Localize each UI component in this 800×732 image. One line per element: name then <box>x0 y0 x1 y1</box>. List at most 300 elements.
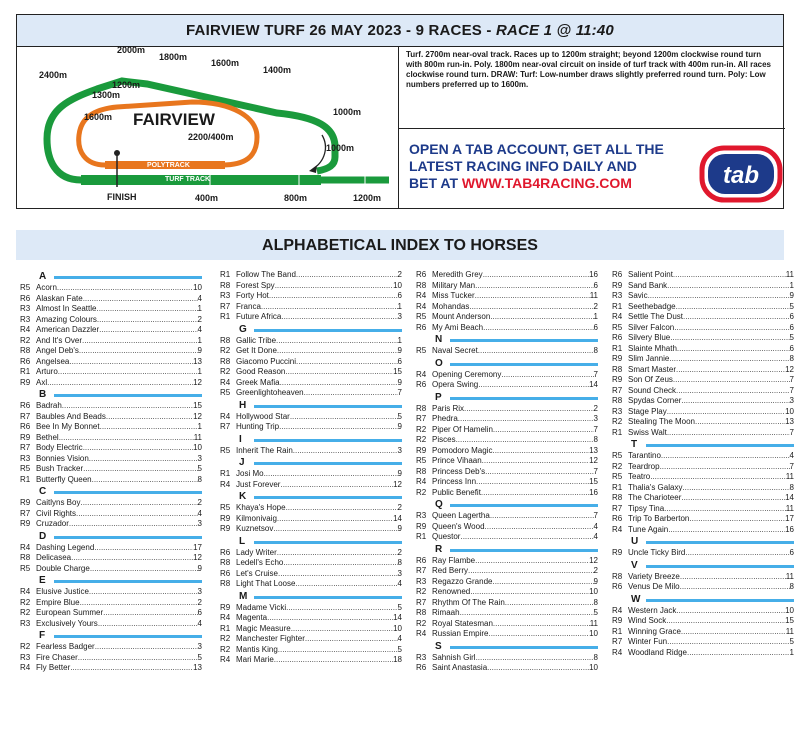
horse-entry <box>612 572 794 583</box>
leader-dots <box>485 467 593 478</box>
label-1800m: 1800m <box>159 52 188 62</box>
leader-dots <box>273 524 397 535</box>
horse-entry <box>612 365 794 376</box>
horse-entry <box>20 412 202 423</box>
race-number: R9 <box>220 602 231 612</box>
horse-entry <box>612 462 794 473</box>
horse-entry <box>220 524 402 535</box>
race-number: R3 <box>416 652 427 662</box>
horse-name: Fearless Badger <box>36 642 95 651</box>
horse-entry <box>612 504 794 515</box>
horse-entry <box>220 367 402 378</box>
horse-entry <box>416 291 598 302</box>
leader-dots <box>305 634 398 645</box>
race-number: R9 <box>612 280 623 290</box>
ad-bet-at: BET AT <box>409 175 462 191</box>
horse-name: Inherit The Rain <box>236 445 293 455</box>
horse-name: Sand Bank <box>628 280 668 290</box>
leader-dots <box>673 270 786 281</box>
leader-dots <box>460 608 594 619</box>
leader-dots <box>485 522 594 533</box>
horse-name: Acorn <box>36 283 57 292</box>
letter-bar <box>450 549 598 552</box>
horse-entry <box>220 291 402 302</box>
saddle-number: 7 <box>397 388 402 397</box>
horse-name: Stealing The Moon <box>628 417 696 426</box>
saddle-number: 10 <box>785 406 794 416</box>
race-number: R9 <box>220 513 231 523</box>
race-number: R1 <box>220 270 231 279</box>
horse-name: Greenlightoheaven <box>236 388 304 397</box>
letter-label: A <box>39 271 47 282</box>
race-number: R1 <box>612 626 623 636</box>
saddle-number: 17 <box>785 514 794 523</box>
horse-name: Elusive Justice <box>36 587 89 596</box>
race-number: R4 <box>612 312 623 321</box>
horse-entry <box>416 312 598 323</box>
saddle-number: 3 <box>197 587 202 596</box>
horse-name: Swiss Walt <box>628 427 667 437</box>
horse-entry <box>612 472 794 483</box>
letter-label: O <box>435 357 443 369</box>
race-number: R2 <box>612 417 623 426</box>
horse-entry <box>416 566 598 577</box>
letter-label: P <box>435 391 442 403</box>
letter-label: C <box>39 486 47 497</box>
horse-entry <box>20 454 202 465</box>
saddle-number: 5 <box>397 644 402 654</box>
race-number: R6 <box>416 555 427 565</box>
leader-dots <box>92 475 198 486</box>
meeting-title: FAIRVIEW TURF 26 MAY 2023 - 9 RACES - <box>186 22 496 39</box>
leader-dots <box>460 532 593 543</box>
saddle-number: 17 <box>193 542 202 552</box>
horse-entry <box>220 346 402 357</box>
horse-name: Axl <box>36 377 48 387</box>
race-number: R8 <box>220 579 231 588</box>
saddle-number: 4 <box>593 521 598 531</box>
saddle-number: 1 <box>197 367 202 376</box>
saddle-number: 10 <box>589 629 598 638</box>
leader-dots <box>668 525 785 536</box>
horse-entry <box>20 498 202 509</box>
saddle-number: 11 <box>193 432 202 442</box>
race-number: R3 <box>612 406 623 416</box>
race-number: R8 <box>612 396 623 405</box>
saddle-number: 2 <box>197 597 202 607</box>
leader-dots <box>490 511 594 522</box>
saddle-number: 15 <box>589 477 598 486</box>
horse-name: Prince Vihaan <box>432 456 482 465</box>
horse-entry <box>612 281 794 292</box>
horse-name: Bonnies Vision <box>36 453 89 463</box>
race-header-box <box>16 14 784 209</box>
horse-entry <box>612 375 794 386</box>
leader-dots <box>78 653 198 664</box>
leader-dots <box>70 663 193 674</box>
horse-name: Good Reason <box>236 367 286 376</box>
horse-entry <box>20 294 202 305</box>
label-2200-400m: 2200/400m <box>188 132 234 142</box>
saddle-number: 10 <box>393 280 402 290</box>
letter-label: U <box>631 536 639 547</box>
race-number: R8 <box>416 608 427 617</box>
horse-entry <box>416 404 598 415</box>
saddle-number: 11 <box>589 618 598 628</box>
saddle-number: 1 <box>397 301 402 311</box>
letter-header-k <box>220 491 402 503</box>
horse-name: Baubles And Beads <box>36 411 106 421</box>
horse-entry <box>416 587 598 598</box>
saddle-number: 4 <box>197 508 202 518</box>
leader-dots <box>69 357 193 368</box>
leader-dots <box>501 370 593 381</box>
leader-dots <box>57 283 193 294</box>
race-number: R2 <box>20 642 31 651</box>
horse-entry <box>612 648 794 659</box>
leader-dots <box>280 378 398 389</box>
horse-name: Opera Swing <box>432 380 479 389</box>
leader-dots <box>277 548 398 559</box>
horse-name: Teatro <box>628 472 651 481</box>
race-number: R9 <box>20 377 31 387</box>
leader-dots <box>677 344 790 355</box>
race-number: R2 <box>416 487 427 497</box>
leader-dots <box>458 414 594 425</box>
horse-name: Ray Flambe <box>432 555 476 565</box>
saddle-number: 18 <box>393 655 402 664</box>
letter-bar <box>450 646 598 649</box>
leader-dots <box>667 407 785 418</box>
saddle-number: 3 <box>197 642 202 651</box>
saddle-number: 3 <box>197 519 202 528</box>
horse-entry <box>220 634 402 645</box>
leader-dots <box>100 422 198 433</box>
letter-bar <box>54 491 202 494</box>
saddle-number: 11 <box>785 472 794 481</box>
horse-entry <box>220 503 402 514</box>
race-number: R9 <box>612 354 623 363</box>
horse-name: Mantis King <box>236 644 278 654</box>
race-number: R2 <box>220 346 231 355</box>
leader-dots <box>667 281 789 292</box>
leader-dots <box>278 645 398 656</box>
race-number: R1 <box>20 367 31 376</box>
leader-dots <box>274 655 393 666</box>
leader-dots <box>682 483 789 494</box>
leader-dots <box>83 464 197 475</box>
horse-name: Light That Loose <box>236 579 296 588</box>
race-number: R4 <box>612 605 623 615</box>
label-1600m-inner: 1600m <box>84 112 113 122</box>
saddle-number: 11 <box>785 270 794 279</box>
letter-label: L <box>239 535 246 547</box>
leader-dots <box>661 451 790 462</box>
letter-bar <box>254 541 402 544</box>
saddle-number: 16 <box>589 487 598 497</box>
race-number: R1 <box>612 427 623 437</box>
race-number: R6 <box>20 356 31 366</box>
horse-name: Winning Grace <box>628 626 681 636</box>
horse-entry <box>612 333 794 344</box>
horse-entry <box>416 302 598 313</box>
letter-label: J <box>239 457 245 468</box>
saddle-number: 9 <box>593 576 598 586</box>
saddle-number: 7 <box>789 375 794 384</box>
leader-dots <box>83 443 193 454</box>
horse-entry <box>220 446 402 457</box>
saddle-number: 11 <box>785 626 794 636</box>
horse-name: Manchester Fighter <box>236 634 305 643</box>
race-number: R1 <box>220 312 231 321</box>
label-1000m-right: 1000m <box>333 107 362 117</box>
leader-dots <box>469 302 593 313</box>
horse-entry <box>612 417 794 428</box>
leader-dots <box>76 509 198 520</box>
horse-name: Smart Master <box>628 364 677 374</box>
horse-name: Queen's Wood <box>432 521 485 531</box>
horse-name: Thalia's Galaxy <box>628 482 683 492</box>
letter-header-t <box>612 439 794 451</box>
saddle-number: 4 <box>197 293 202 303</box>
race-number: R6 <box>612 333 623 342</box>
saddle-number: 12 <box>785 364 794 374</box>
label-polytrack: POLYTRACK <box>147 162 190 169</box>
horse-entry <box>20 367 202 378</box>
horse-entry <box>20 564 202 575</box>
horse-entry <box>220 422 402 433</box>
leader-dots <box>95 642 198 653</box>
letter-header-a <box>20 271 202 283</box>
horse-entry <box>416 467 598 478</box>
race-number: R9 <box>416 521 427 531</box>
horse-name: Phedra <box>432 414 458 423</box>
race-number: R1 <box>612 482 623 492</box>
horse-entry <box>612 606 794 617</box>
leader-dots <box>676 606 785 617</box>
leader-dots <box>275 281 393 292</box>
race-number: R7 <box>612 637 623 646</box>
race-number: R3 <box>20 314 31 324</box>
horse-entry <box>612 451 794 462</box>
saddle-number: 10 <box>393 623 402 633</box>
letter-label: K <box>239 491 247 502</box>
race-number: R5 <box>612 451 623 460</box>
race-number: R9 <box>416 445 427 455</box>
label-2000m: 2000m <box>117 45 146 55</box>
saddle-number: 5 <box>593 608 598 617</box>
race-number: R5 <box>612 322 623 332</box>
leader-dots <box>291 624 393 635</box>
saddle-number: 8 <box>789 482 794 492</box>
horse-name: Magenta <box>236 613 268 622</box>
horse-name: Saint Anastasia <box>432 663 488 672</box>
letter-label: E <box>39 575 46 586</box>
letter-label: V <box>631 559 638 571</box>
leader-dots <box>475 291 590 302</box>
horse-entry <box>416 619 598 630</box>
saddle-number: 14 <box>393 613 402 622</box>
horse-name: Queen Lagertha <box>432 511 490 520</box>
leader-dots <box>681 493 785 504</box>
leader-dots <box>103 608 197 619</box>
letter-header-u <box>612 536 794 548</box>
horse-name: Lady Writer <box>236 547 277 557</box>
leader-dots <box>96 304 197 315</box>
saddle-number: 15 <box>785 616 794 625</box>
horse-entry <box>20 401 202 412</box>
horse-entry <box>220 469 402 480</box>
race-number: R4 <box>220 655 231 664</box>
letter-label: H <box>239 399 247 411</box>
saddle-number: 10 <box>785 605 794 615</box>
saddle-number: 1 <box>397 335 402 345</box>
leader-dots <box>676 386 790 397</box>
race-number: R3 <box>20 652 31 662</box>
horse-entry <box>612 582 794 593</box>
leader-dots <box>283 558 397 569</box>
letter-bar <box>254 596 402 599</box>
saddle-number: 2 <box>397 270 402 279</box>
race-number: R3 <box>220 291 231 300</box>
horse-name: Settle The Dust <box>628 312 683 321</box>
horse-name: The Charioteer <box>628 493 682 502</box>
leader-dots <box>296 357 398 368</box>
leader-dots <box>493 619 590 630</box>
leader-dots <box>261 302 398 313</box>
race-number: R6 <box>220 568 231 578</box>
race-number: R6 <box>416 322 427 332</box>
horse-name: Madame Vicki <box>236 602 287 612</box>
saddle-number: 4 <box>197 325 202 334</box>
horse-name: Butterfly Queen <box>36 474 92 484</box>
letter-bar <box>450 504 598 507</box>
horse-entry <box>612 396 794 407</box>
race-number: R8 <box>416 466 427 476</box>
race-number: R2 <box>416 435 427 444</box>
horse-name: Western Jack <box>628 605 677 615</box>
letter-bar <box>54 276 202 279</box>
saddle-number: 5 <box>789 301 794 311</box>
race-number: R4 <box>20 325 31 334</box>
leader-dots <box>285 367 393 378</box>
letter-label: T <box>631 439 638 450</box>
horse-name: Tarantino <box>628 451 661 460</box>
horse-entry <box>612 493 794 504</box>
letter-header-e <box>20 575 202 587</box>
horse-name: Slim Jannie <box>628 354 670 363</box>
horse-name: Double Charge <box>36 563 90 573</box>
race-number: R2 <box>220 367 231 376</box>
horse-entry <box>20 357 202 368</box>
race-number: R5 <box>416 346 427 355</box>
index-column-1 <box>20 270 202 674</box>
race-number: R4 <box>220 479 231 489</box>
leader-dots <box>82 336 198 347</box>
letter-bar <box>54 635 202 638</box>
letter-header-n <box>416 334 598 346</box>
horse-name: Naval Secret <box>432 346 478 355</box>
horse-name: Bethel <box>36 432 59 442</box>
letter-bar <box>450 363 598 366</box>
leader-dots <box>277 514 393 525</box>
horse-name: Meredith Grey <box>432 270 483 279</box>
horse-name: Royal Statesman <box>432 618 493 628</box>
horse-entry <box>220 569 402 580</box>
race-number: R1 <box>612 301 623 311</box>
horse-entry <box>20 433 202 444</box>
letter-bar <box>450 339 598 342</box>
saddle-number: 6 <box>197 608 202 617</box>
saddle-number: 9 <box>397 524 402 533</box>
horse-name: Renowned <box>432 587 471 596</box>
leader-dots <box>475 281 593 292</box>
ad-url-link[interactable]: WWW.TAB4RACING.COM <box>461 175 632 191</box>
horse-name: Gallic Tribe <box>236 335 277 345</box>
saddle-number: 3 <box>397 568 402 578</box>
race-number: R4 <box>220 377 231 387</box>
horse-entry <box>612 291 794 302</box>
leader-dots <box>669 354 789 365</box>
letter-bar <box>54 536 202 539</box>
race-number: R5 <box>220 503 231 512</box>
saddle-number: 10 <box>193 283 202 292</box>
horse-entry <box>416 598 598 609</box>
leader-dots <box>468 566 594 577</box>
race-number: R6 <box>416 270 427 279</box>
leader-dots <box>680 582 790 593</box>
saddle-number: 3 <box>789 396 794 405</box>
saddle-number: 6 <box>397 291 402 300</box>
race-title <box>17 15 783 47</box>
leader-dots <box>475 556 589 567</box>
leader-dots <box>293 446 398 457</box>
leader-dots <box>476 477 589 488</box>
horse-name: Silver Falcon <box>628 322 675 332</box>
horse-entry <box>416 370 598 381</box>
saddle-number: 9 <box>197 563 202 573</box>
horse-entry <box>220 579 402 590</box>
horse-entry <box>416 270 598 281</box>
leader-dots <box>483 270 589 281</box>
horse-entry <box>220 357 402 368</box>
race-number: R8 <box>612 493 623 502</box>
leader-dots <box>492 446 589 457</box>
race-number: R3 <box>416 576 427 586</box>
saddle-number: 16 <box>785 524 794 534</box>
horse-name: Stage Play <box>628 406 667 416</box>
saddle-number: 2 <box>593 301 598 311</box>
saddle-number: 3 <box>397 445 402 455</box>
horse-name: Rhythm Of The Rain <box>432 597 505 607</box>
leader-dots <box>505 598 594 609</box>
horse-entry <box>220 514 402 525</box>
horse-entry <box>20 619 202 630</box>
horse-entry <box>416 488 598 499</box>
saddle-number: 5 <box>197 464 202 473</box>
label-2400m: 2400m <box>39 70 68 80</box>
race-number: R7 <box>416 597 427 607</box>
letter-header-c <box>20 486 202 498</box>
race-number: R4 <box>416 629 427 638</box>
race-number: R8 <box>20 346 31 355</box>
track-description: Turf. 2700m near-oval track. Races up to 1200m straight; beyond 1200m clockwise round turn with 800m run-in. Poly. 1800m near-oval circuit on inside of turf track with 400m run-in. All races clockwise round turn. DRAW: Turf: Low-number draws slightly preferred round turn. Poly: Low numbers preferred up to 1600m. <box>406 50 771 89</box>
horse-entry <box>416 532 598 543</box>
horse-name: Princess Deb's <box>432 466 486 476</box>
race-number: R6 <box>220 547 231 557</box>
leader-dots <box>89 454 198 465</box>
horse-entry <box>612 548 794 559</box>
